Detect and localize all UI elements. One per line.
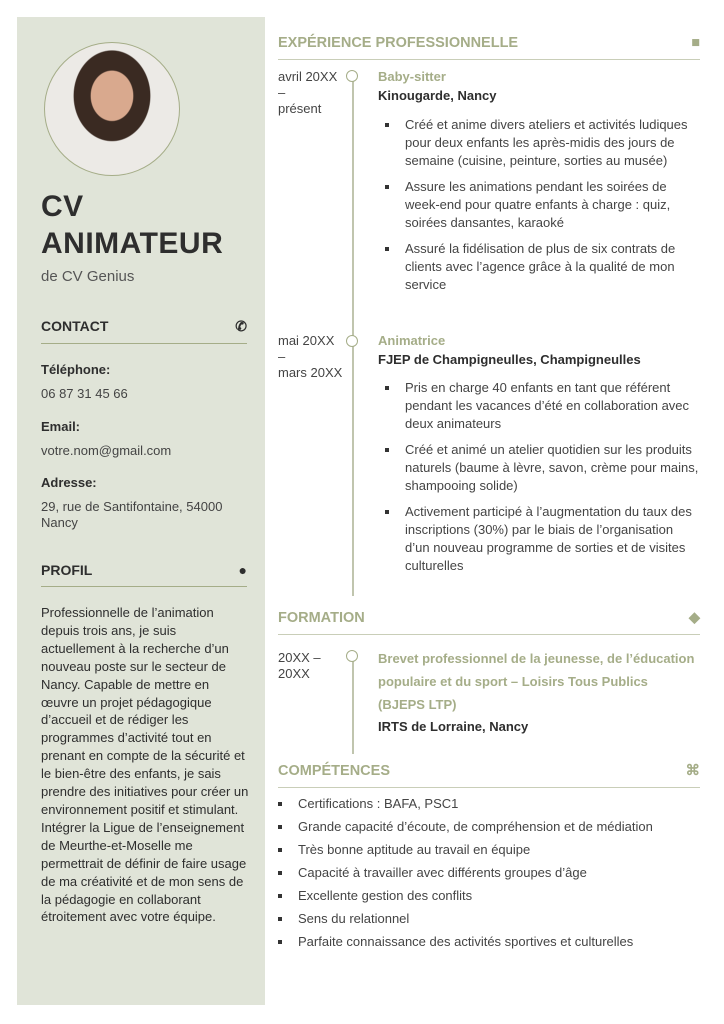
timeline-dot: [346, 70, 358, 82]
timeline-line: [352, 656, 354, 754]
exp1-org: Kinougarde, Nancy: [378, 88, 497, 103]
exp1-role: Baby-sitter: [378, 69, 446, 84]
list-item: Assuré la fidélisation de plus de six contrats de clients avec l’agence grâce à la qualité de mon service: [385, 240, 700, 294]
list-item: Activement participé à l’augmentation du taux des inscriptions (30%) par le biais de l’organisation d’un nouveau programme de sorties et de visites culturelles: [385, 503, 700, 575]
exp2-org: FJEP de Champigneulles, Champigneulles: [378, 352, 641, 367]
date-dash: –: [278, 85, 286, 100]
phone-icon: ✆: [235, 318, 247, 334]
date-dash: –: [278, 349, 286, 364]
edu-org: IRTS de Lorraine, Nancy: [378, 719, 529, 734]
contact-heading-text: CONTACT: [41, 318, 109, 334]
exp1-date: [278, 69, 348, 117]
address-value: 29, rue de Santifontaine, 54000 Nancy: [41, 499, 223, 530]
title-line2: ANIMATEUR: [41, 227, 224, 260]
date-end: présent: [278, 101, 322, 116]
list-item: Créé et animé un atelier quotidien sur les produits naturels (baume à lèvre, savon, crème pour mains, shampooing solide): [385, 441, 700, 495]
phone-label: Téléphone:: [41, 362, 111, 377]
edu-date: 20XX – 20XX: [278, 650, 321, 681]
list-item: Grande capacité d’écoute, de compréhension et de médiation: [278, 818, 698, 836]
exp1-bullets: [385, 116, 700, 302]
experience-heading-text: EXPÉRIENCE PROFESSIONNELLE: [278, 35, 519, 51]
exp2-role: Animatrice: [378, 333, 446, 348]
experience-heading: [278, 35, 700, 60]
timeline-dot: [346, 650, 358, 662]
date-end: mars 20XX: [278, 365, 343, 380]
education-heading: [278, 610, 700, 635]
skills-list: [278, 795, 698, 956]
email-value: votre.nom@gmail.com: [41, 443, 172, 458]
exp2-bullets: [385, 379, 700, 583]
exp2-date: [278, 333, 348, 381]
profile-text: Professionnelle de l’animation depuis trois ans, je suis actuellement à la recherche d’un nouveau poste sur le secteur de Nancy. Capable de mettre en œuvre un projet pédagogique d’accueil et de rédiger les programmes d’activité tout en prenant en compte de la sécurité et le bien-être des enfants, je sais prendre des initiatives pour créer un environnement positif et stimulant. Intégrer la Ligue de l’enseignement de Meurthe-et-Moselle me permettrait de définir de faire usage de ma créativité et de mon sens de la pédagogie en collaborant étroitement avec votre équipe.: [41, 605, 249, 925]
list-item: Assure les animations pendant les soirées de week-end pour quatre enfants à charge : quiz, soirées dansantes, karaoké: [385, 178, 700, 232]
education-heading-text: FORMATION: [278, 610, 365, 626]
date-start: mai 20XX: [278, 333, 335, 348]
profile-photo: [44, 42, 180, 176]
date-start: avril 20XX: [278, 69, 338, 84]
list-item: Parfaite connaissance des activités sportives et culturelles: [278, 933, 698, 951]
skills-heading: [278, 763, 700, 788]
skills-heading-text: COMPÉTENCES: [278, 763, 390, 779]
list-item: Créé et anime divers ateliers et activités ludiques pour deux enfants les après-midis des jours de semaine (cuisine, peinture, sorties au musée): [385, 116, 700, 170]
list-item: Très bonne aptitude au travail en équipe: [278, 841, 698, 859]
list-item: Pris en charge 40 enfants en tant que référent pendant les vacances d’été en collaboration avec deux animateurs: [385, 379, 700, 433]
edu-title: Brevet professionnel de la jeunesse, de l’éducation populaire et du sport – Loisirs Tous Publics (BJEPS LTP): [378, 651, 695, 712]
timeline-dot: [346, 335, 358, 347]
list-item: Certifications : BAFA, PSC1: [278, 795, 698, 813]
command-icon: ⌘: [685, 763, 700, 779]
address-label: Adresse:: [41, 475, 97, 490]
list-item: Sens du relationnel: [278, 910, 698, 928]
list-item: Capacité à travailler avec différents groupes d’âge: [278, 864, 698, 882]
graduation-cap-icon: ◆: [688, 610, 700, 626]
subtitle: de CV Genius: [41, 268, 135, 285]
profile-heading: [41, 562, 247, 587]
profile-heading-text: PROFIL: [41, 562, 93, 578]
contact-heading: [41, 318, 247, 344]
briefcase-icon: ■: [691, 35, 700, 51]
phone-value: 06 87 31 45 66: [41, 386, 128, 401]
user-icon: ●: [238, 562, 247, 578]
title-line1: CV: [41, 190, 84, 223]
email-label: Email:: [41, 419, 81, 434]
list-item: Excellente gestion des conflits: [278, 887, 698, 905]
